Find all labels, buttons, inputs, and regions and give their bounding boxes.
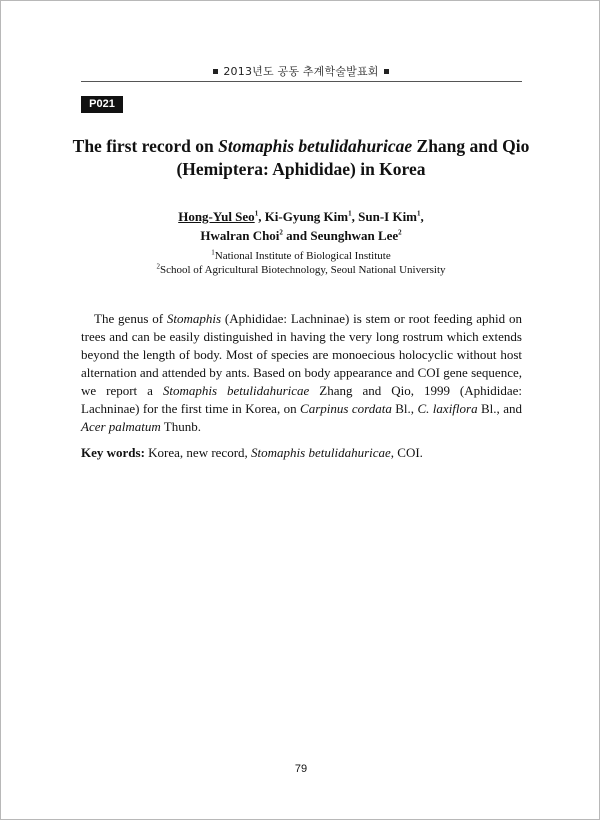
affiliations <box>81 249 521 277</box>
page-number: 79 <box>294 763 308 775</box>
title-text: The first record on <box>72 136 219 156</box>
host-species: Acer palmatum <box>81 419 161 434</box>
affiliation-1: $^1$National Institute of Biological Institute <box>211 248 391 262</box>
title-text-rest: Zhang and Qio (Hemiptera: Aphididae) in Korea <box>176 136 530 179</box>
author-line-2 <box>81 226 521 245</box>
keywords-label: Key words: <box>81 445 145 460</box>
host-species: Carpinus cordata <box>300 401 392 416</box>
author-name: Hwalran Choi <box>200 228 280 243</box>
author-line-1 <box>81 207 521 226</box>
author-separator: , <box>420 209 424 224</box>
species-name: Stomaphis betulidahuricae <box>162 383 310 398</box>
host-species: C. laxiflora <box>417 401 478 416</box>
abstract-paragraph: The genus of Stomaphis (Aphididae: Lachninae) is stem or root feeding aphid on trees and can be easily distinguished in having the very long rostrum which extends beyond the length of body. Most of species are monoecious holocyclic without host alternation and attended by ants. Based on body appearance and COI gene sequence, we report a Stomaphis betulidahuricae Zhang and Qio, 1999 (Aphididae: Lachninae) for the first time in Korea, on Carpinus cordata Bl., C. laxiflora Bl., and Acer palmatum Thunb. <box>81 311 523 434</box>
square-bullet-icon <box>213 69 218 74</box>
presenting-author: Hong-Yul Seo <box>178 209 255 224</box>
title-species: Stomaphis betulidahuricae <box>218 136 413 156</box>
affiliation-2: $^2$School of Agricultural Biotechnology, Seoul National University <box>156 262 446 276</box>
author-affil-mark: 1 <box>348 209 352 218</box>
keywords: Key words: Korea, new record, Stomaphis betulidahuricae, COI. <box>81 445 423 460</box>
square-bullet-icon <box>384 69 389 74</box>
poster-number-badge: P021 <box>81 96 123 113</box>
header-divider <box>81 81 522 82</box>
paper-title <box>71 135 531 181</box>
genus-name: Stomaphis <box>166 311 222 326</box>
author-affil-mark: 2 <box>279 228 283 237</box>
author-list <box>81 207 521 245</box>
author-affil-mark: 2 <box>398 228 402 237</box>
author-affil-mark: 1 <box>417 209 421 218</box>
author-name: , Ki-Gyung Kim <box>258 209 349 224</box>
author-name: , Sun-I Kim <box>351 209 418 224</box>
author-name: and Seunghwan Lee <box>282 228 399 243</box>
running-title: 2013년도 공동 추계학술발표회 <box>223 65 379 78</box>
running-header <box>1 63 600 79</box>
author-affil-mark: 1 <box>254 209 259 218</box>
keyword-species: Stomaphis betulidahuricae <box>251 445 391 460</box>
